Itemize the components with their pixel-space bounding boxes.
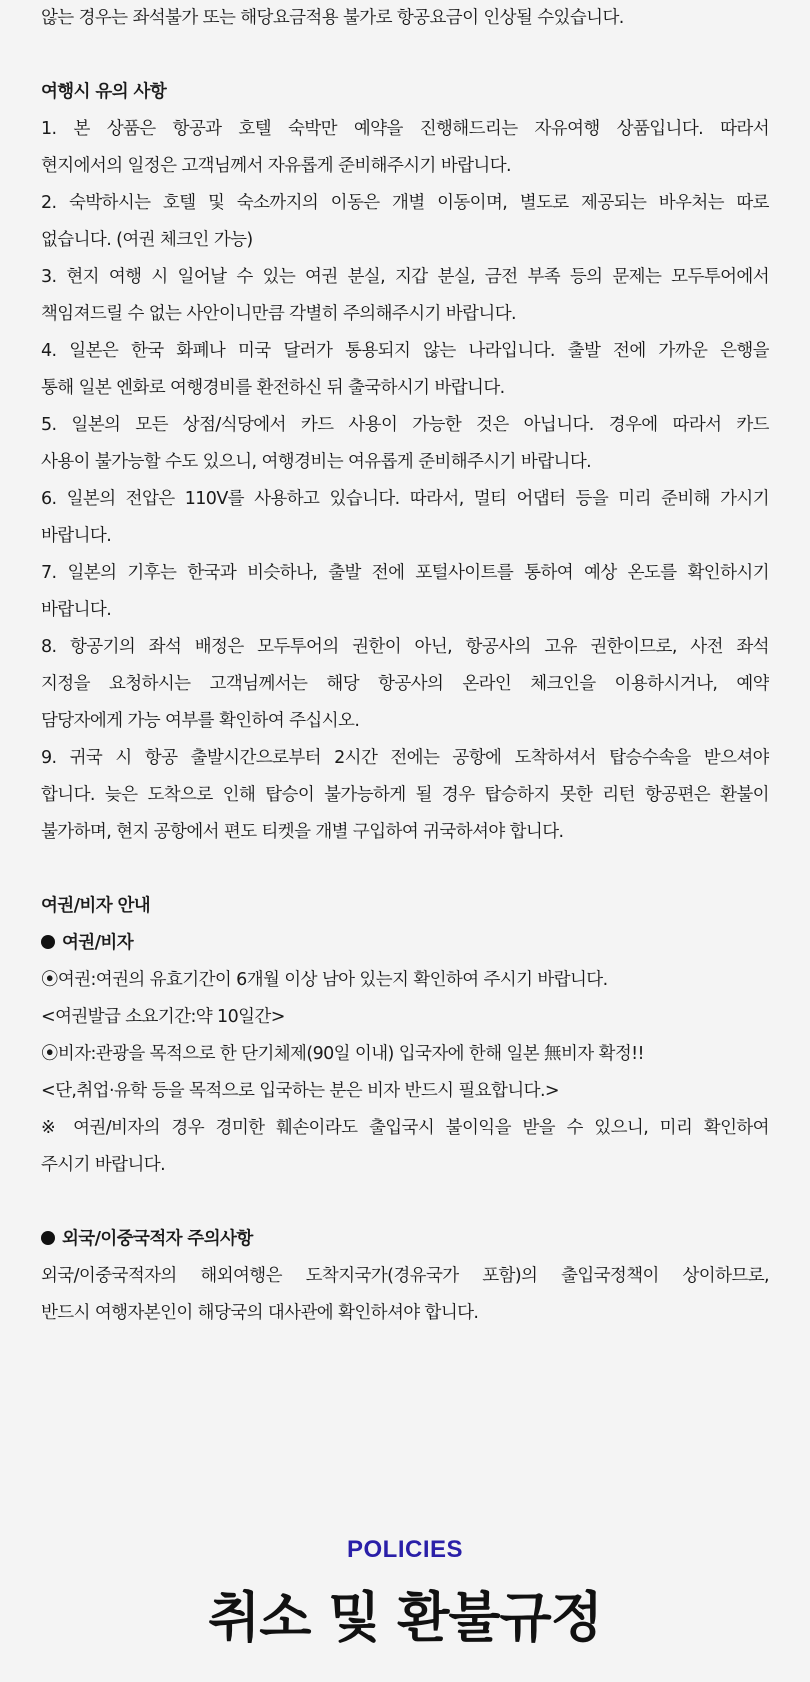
travel-note-line: 없습니다. (여권 체크인 가능) (41, 230, 253, 250)
policies-header (0, 1530, 810, 1656)
travel-note-line: 불가하며, 현지 공항에서 편도 티켓을 개별 구입하여 귀국하셔야 합니다. (41, 822, 564, 842)
passport-visa-subtitle (41, 925, 769, 962)
passport-visa-subtitle-text: 여권/비자 (62, 933, 134, 953)
travel-note-line: 현지에서의 일정은 고객님께서 자유롭게 준비해주시기 바랍니다. (41, 156, 512, 176)
foreign-nationals-line: 외국/이중국적자의 해외여행은 도착지국가(경유국가 포함)의 출입국정책이 상이하므로, (41, 1266, 769, 1286)
foreign-nationals-title-text: 외국/이중국적자 주의사항 (62, 1229, 253, 1249)
spacer (41, 1184, 769, 1221)
bullet-icon (41, 935, 55, 949)
travel-note-line: 4. 일본은 한국 화폐나 미국 달러가 통용되지 않는 나라입니다. 출발 전에 가까운 은행을 (41, 341, 769, 361)
travel-note-line: 7. 일본의 기후는 한국과 비슷하나, 출발 전에 포털사이트를 통하여 예상 온도를 확인하시기 (41, 563, 769, 583)
passport-visa-line: <여권발급 소요기간:약 10일간> (41, 1007, 285, 1027)
spacer (41, 37, 769, 74)
travel-notes-list (41, 111, 769, 851)
passport-visa-line: ※ 여권/비자의 경우 경미한 훼손이라도 출입국시 불이익을 받을 수 있으니, 미리 확인하여 (41, 1118, 769, 1138)
bullet-icon (41, 1231, 55, 1245)
intro-tail-text: 않는 경우는 좌석불가 또는 해당요금적용 불가로 항공요금이 인상될 수있습니다. (41, 8, 624, 28)
foreign-nationals-line: 반드시 여행자본인이 해당국의 대사관에 확인하셔야 합니다. (41, 1303, 479, 1323)
policies-heading: 취소 및 환불규정 (208, 1586, 602, 1649)
passport-visa-title: 여권/비자 안내 (41, 896, 151, 916)
travel-note-line: 6. 일본의 전압은 110V를 사용하고 있습니다. 따라서, 멀티 어댑터 등을 미리 준비해 가시기 (41, 489, 769, 509)
passport-visa-line: ⦿여권:여권의 유효기간이 6개월 이상 남아 있는지 확인하여 주시기 바랍니다. (41, 970, 608, 990)
travel-note-line: 지정을 요청하시는 고객님께서는 해당 항공사의 온라인 체크인을 이용하시거나, 예약 (41, 674, 769, 694)
travel-note-line: 사용이 불가능할 수도 있으니, 여행경비는 여유롭게 준비해주시기 바랍니다. (41, 452, 592, 472)
spacer (41, 851, 769, 888)
travel-note-line: 1. 본 상품은 항공과 호텔 숙박만 예약을 진행해드리는 자유여행 상품입니다. 따라서 (41, 119, 769, 139)
passport-visa-line: <단,취업·유학 등을 목적으로 입국하는 분은 비자 반드시 필요합니다.> (41, 1081, 559, 1101)
travel-note-line: 바랍니다. (41, 600, 112, 620)
travel-note-line: 9. 귀국 시 항공 출발시간으로부터 2시간 전에는 공항에 도착하셔서 탑승수속을 받으셔야 (41, 748, 769, 768)
travel-note-line: 합니다. 늦은 도착으로 인해 탑승이 불가능하게 될 경우 탑승하지 못한 리턴 항공편은 환불이 (41, 785, 769, 805)
passport-visa-line: 주시기 바랍니다. (41, 1155, 166, 1175)
passport-visa-list (41, 962, 769, 1184)
travel-note-line: 2. 숙박하시는 호텔 및 숙소까지의 이동은 개별 이동이며, 별도로 제공되는 바우처는 따로 (41, 193, 769, 213)
travel-note-line: 3. 현지 여행 시 일어날 수 있는 여권 분실, 지갑 분실, 금전 부족 등의 문제는 모두투어에서 (41, 267, 769, 287)
travel-note-line: 바랍니다. (41, 526, 112, 546)
travel-note-line: 담당자에게 가능 여부를 확인하여 주십시오. (41, 711, 360, 731)
travel-note-line: 책임져드릴 수 없는 사안이니만큼 각별히 주의해주시기 바랍니다. (41, 304, 516, 324)
policies-eyebrow: POLICIES (346, 1536, 464, 1563)
travel-note-line: 5. 일본의 모든 상점/식당에서 카드 사용이 가능한 것은 아닙니다. 경우에 따라서 카드 (41, 415, 769, 435)
travel-note-line: 통해 일본 엔화로 여행경비를 환전하신 뒤 출국하시기 바랍니다. (41, 378, 505, 398)
travel-notes-title: 여행시 유의 사항 (41, 82, 167, 102)
foreign-nationals-title (41, 1221, 769, 1258)
passport-visa-line: ⦿비자:관광을 목적으로 한 단기체제(90일 이내) 입국자에 한해 일본 無비자 확정!! (41, 1044, 644, 1064)
foreign-nationals-list (41, 1258, 769, 1332)
policy-content (41, 0, 769, 1332)
travel-note-line: 8. 항공기의 좌석 배정은 모두투어의 권한이 아닌, 항공사의 고유 권한이므로, 사전 좌석 (41, 637, 769, 657)
